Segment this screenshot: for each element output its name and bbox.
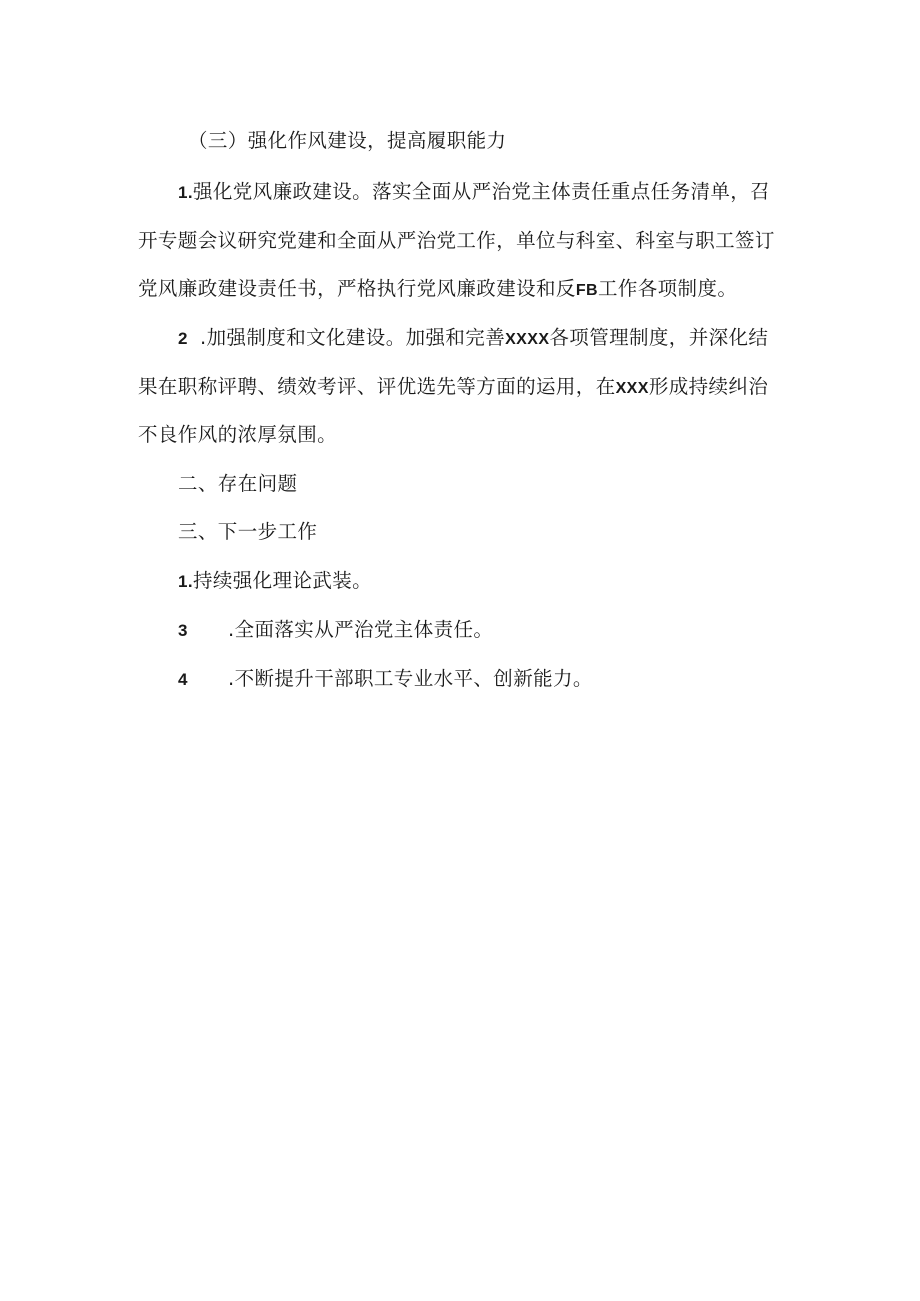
paragraph-code: XXXX [505,331,550,348]
paragraph-item-2-line-2 [138,375,768,401]
heading-issues [178,472,297,496]
heading-text: 二、存在问题 [178,472,298,495]
list-item-text: .不断提升干部职工专业水平、创新能力。 [228,667,593,690]
paragraph-code: FB [575,282,598,299]
list-item [178,667,593,692]
section-heading [188,129,506,153]
list-item-text: 持续强化理论武装。 [192,569,373,592]
heading-next-steps [178,520,317,544]
list-item [178,569,372,594]
paragraph-text: 各项管理制度，并深化结 [549,326,769,349]
paragraph-text: 果在职称评聘、绩效考评、评优选先等方面的运用，在 [138,375,616,398]
paragraph-text: .加强制度和文化建设。加强和完善 [200,326,506,349]
item-number: 1. [178,183,193,202]
item-number: 1. [178,572,193,591]
paragraph-text: 开专题会议研究党建和全面从严治党工作，单位与科室、科室与职工签订 [138,229,775,252]
paragraph-code: XXX [615,380,649,397]
paragraph-item-2-line-1 [178,326,768,352]
item-number: 2 [178,329,188,348]
paragraph-item-2-line-3 [138,423,337,447]
paragraph-text: 工作各项制度。 [597,277,738,300]
item-number: 4 [178,670,188,689]
paragraph-item-1-line-1 [178,180,770,205]
paragraph-item-1-line-2 [138,229,775,253]
list-item-text: .全面落实从严治党主体责任。 [228,618,494,641]
item-number: 3 [178,621,188,640]
paragraph-item-1-line-3 [138,277,737,303]
paragraph-text: 党风廉政建设责任书，严格执行党风廉政建设和反 [138,277,576,300]
paragraph-text: 强化党风廉政建设。落实全面从严治党主体责任重点任务清单，召 [192,180,771,203]
list-item [178,618,493,643]
heading-text: 三、下一步工作 [178,520,318,543]
paragraph-text: 不良作风的浓厚氛围。 [138,423,338,446]
section-heading-text: （三）强化作风建设，提高履职能力 [188,129,507,152]
paragraph-text: 形成持续纠治 [648,375,769,398]
